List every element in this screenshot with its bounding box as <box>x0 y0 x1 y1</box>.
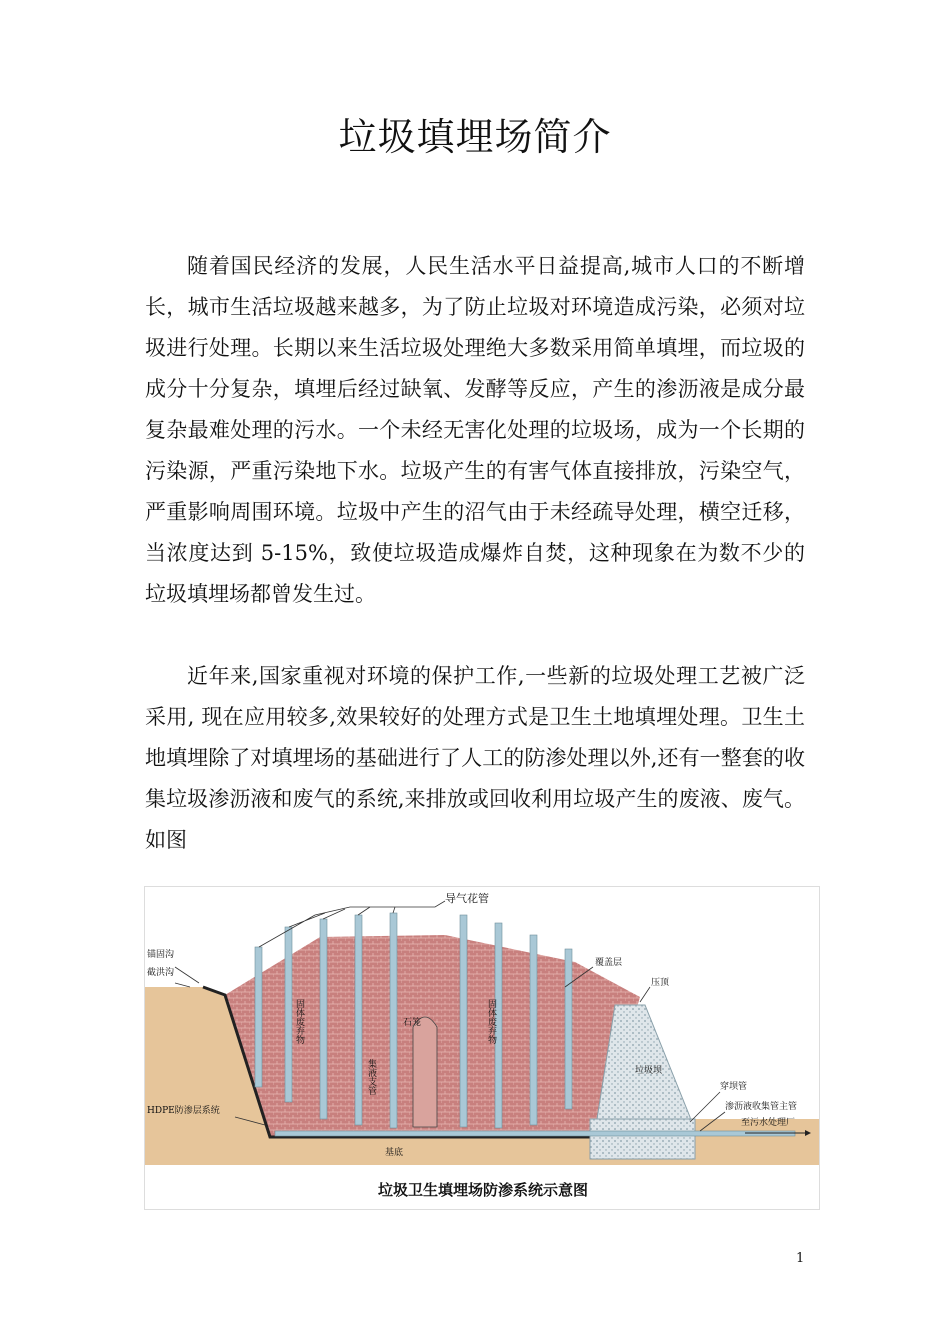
figure-caption: 垃圾卫生填埋场防渗系统示意图 <box>377 1181 589 1199</box>
label-solid-waste-1: 固体废弃物 <box>294 999 304 1044</box>
label-stone-cage: 石笼 <box>403 1018 422 1028</box>
paragraph-2: 近年来,国家重视对环境的保护工作,一些新的垃圾处理工艺被广泛采用, 现在应用较多,效果较好的处理方式是卫生土地填埋处理。卫生土地填埋除了对填埋场的基础进行了人工的防渗处理以外,还有一整套的收集垃圾渗沥液和废气的系统,来排放或回收利用垃圾产生的废液、废气。如图 <box>145 664 805 852</box>
label-collect-branch: 集液支管 <box>366 1059 376 1095</box>
label-base: 基底 <box>385 1148 404 1158</box>
label-dam-pipe: 穿坝管 <box>720 1082 748 1092</box>
page-number: 1 <box>796 1251 805 1266</box>
label-hdpe: HDPE防渗层系统 <box>147 1106 220 1116</box>
leachate-main-pipe <box>275 1131 795 1136</box>
paragraph-1: 随着国民经济的发展，人民生活水平日益提高,城市人口的不断增长，城市生活垃圾越来越多，为了防止垃圾对环境造成污染，必须对垃圾进行处理。长期以来生活垃圾处理绝大多数采用简单填埋，而垃圾的成分十分复杂，填埋后经过缺氧、发酵等反应，产生的渗沥液是成分最复杂最难处理的污水。一个未经无害化处理的垃圾场，成为一个长期的污染源，严重污染地下水。垃圾产生的有害气体直接排放，污染空气，严重影响周围环境。垃圾中产生的沼气由于未经疏导处理，横空迁移，当浓度达到 5-15%，致使垃圾造成爆炸自焚，这种现象在为数不少的垃圾填埋场都曾发生过。 <box>145 254 805 606</box>
document-title: 垃圾填埋场简介 <box>338 115 612 159</box>
label-flood-ditch: 锚固沟 <box>147 950 175 960</box>
label-gas-pipe: 导气花管 <box>445 892 489 905</box>
label-to-plant: 至污水处理厂 <box>741 1118 796 1128</box>
label-solid-waste-2: 固体废弃物 <box>486 999 496 1044</box>
label-cover-layer: 覆盖层 <box>595 958 623 968</box>
label-dam: 垃圾坝 <box>635 1066 663 1076</box>
dam-foundation <box>590 1119 695 1159</box>
label-cap-top: 压顶 <box>651 978 670 988</box>
label-main-pipe: 渗沥液收集管主管 <box>725 1102 798 1112</box>
stone-cage <box>413 1017 437 1127</box>
label-intercept-ditch: 截洪沟 <box>147 968 175 978</box>
landfill-diagram <box>144 886 820 1210</box>
